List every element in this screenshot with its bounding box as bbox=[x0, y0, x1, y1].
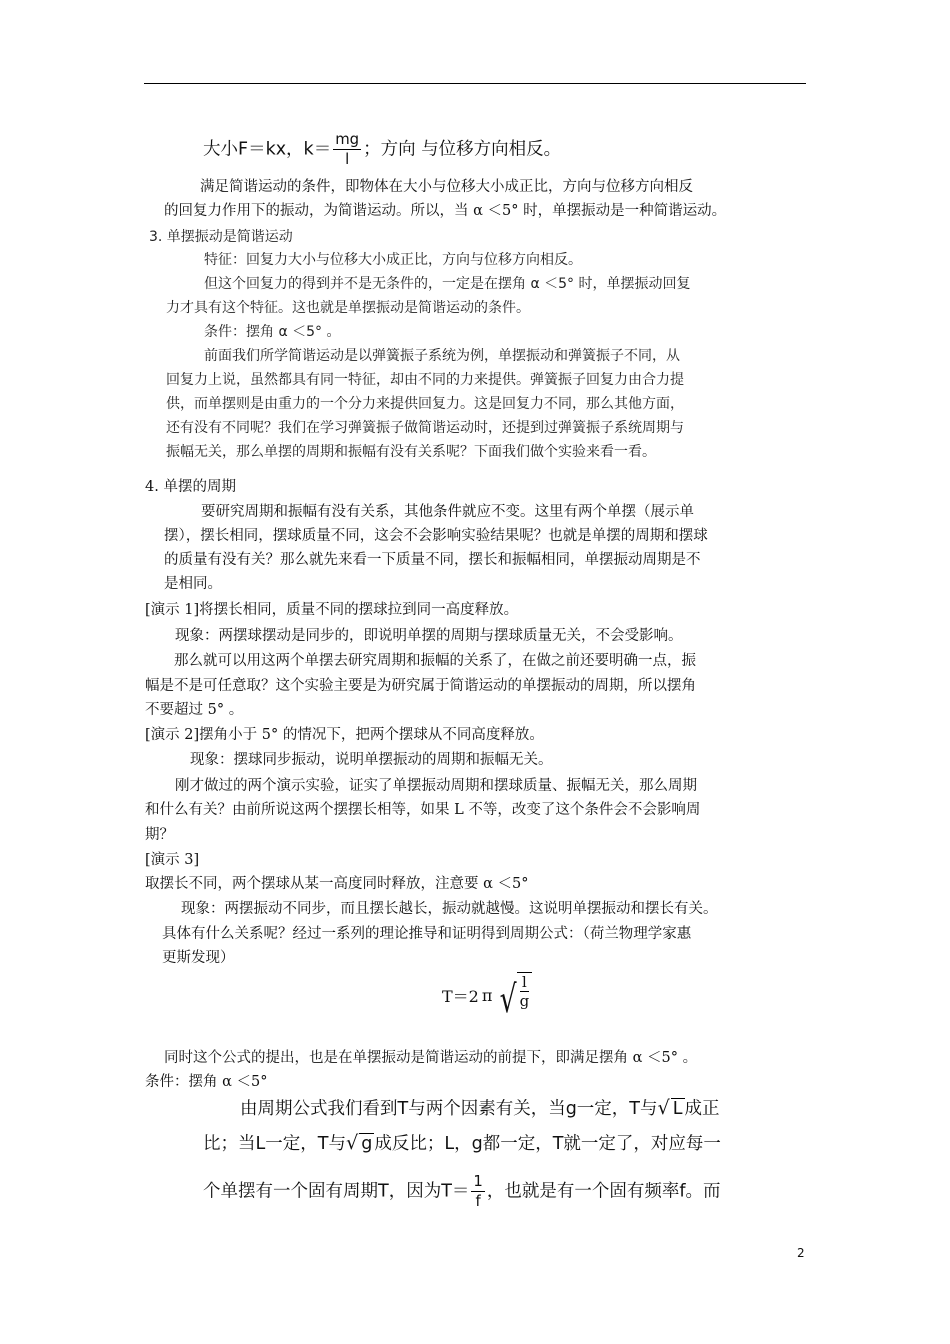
section-4-line: 期？ bbox=[145, 827, 174, 843]
conclusion-text: 成正 bbox=[684, 1099, 720, 1119]
section-4-line: 具体有什么关系呢？经过一系列的理论推导和证明得到周期公式：（荷兰物理学家惠 bbox=[162, 926, 692, 942]
section-4-line: 幅是不是可任意取？这个实验主要是为研究属于简谐运动的单摆振动的周期，所以摆角 bbox=[145, 678, 696, 694]
radical-sign: √ bbox=[500, 977, 517, 1021]
formula-denominator: g bbox=[519, 992, 530, 1010]
formula-pi: π bbox=[481, 985, 493, 1005]
fraction-denominator: f bbox=[475, 1191, 481, 1210]
force-formula-line bbox=[203, 132, 561, 167]
section-3-line: 还有没有不同呢？我们在学习弹簧振子做简谐运动时，还提到过弹簧振子系统周期与 bbox=[166, 420, 684, 436]
section-4-line: 的质量有没有关？那么就先来看一下质量不同，摆长和振幅相同，单摆振动周期是不 bbox=[164, 552, 701, 568]
conclusion-text: 成反比；L，g都一定，T就一定了，对应每一 bbox=[374, 1134, 721, 1154]
section-4-line: 要研究周期和振幅有没有关系，其他条件就应不变。这里有两个单摆（展示单 bbox=[201, 504, 694, 520]
demo-2-line: [演示 2]摆角小于 5° 的情况下，把两个摆球从不同高度释放。 bbox=[145, 727, 544, 743]
section-4-line: 不要超过 5° 。 bbox=[145, 702, 244, 718]
section-4-line: 和什么有关？由前所说这两个摆摆长相等，如果 L 不等，改变了这个条件会不会影响周 bbox=[145, 802, 701, 818]
one-over-f-fraction bbox=[471, 1174, 484, 1209]
conclusion-text: 个单摆有一个固有周期T，因为T＝ bbox=[203, 1181, 470, 1202]
section-3-line: 回复力上说，虽然都具有同一特征，却由不同的力来提供。弹簧振子回复力由合力提 bbox=[166, 372, 684, 388]
section-4-line: 现象：摆球同步振动，说明单摆振动的周期和振幅无关。 bbox=[190, 752, 553, 768]
section-3-heading: 3. 单摆振动是简谐运动 bbox=[149, 229, 293, 245]
force-formula-suffix: ；方向 与位移方向相反。 bbox=[363, 139, 562, 160]
section-4-line: 现象：两摆球摆动是同步的，即说明单摆的周期与摆球质量无关，不会受影响。 bbox=[175, 628, 683, 644]
fraction-numerator: mg bbox=[335, 130, 360, 148]
paragraph-line: 条件：摆角 α ＜5° bbox=[145, 1074, 268, 1090]
section-3-line: 条件：摆角 α ＜5° 。 bbox=[204, 324, 341, 340]
mg-over-l-fraction bbox=[333, 132, 361, 167]
section-4-heading: 4. 单摆的周期 bbox=[145, 479, 236, 495]
section-3-line: 但这个回复力的得到并不是无条件的，一定是在摆角 α ＜5° 时，单摆振动回复 bbox=[204, 276, 691, 292]
sqrt-radicand: g bbox=[361, 1134, 373, 1154]
formula-lhs: T＝2 bbox=[442, 986, 479, 1006]
section-4-line: 更斯发现） bbox=[162, 950, 235, 966]
conclusion-text: ，也就是有一个固有频率f。而 bbox=[486, 1181, 721, 1202]
sqrt-sign: √ bbox=[345, 1131, 359, 1154]
fraction-denominator: l bbox=[345, 149, 350, 168]
fraction-numerator: 1 bbox=[473, 1172, 483, 1190]
conclusion-text: 比；当L一定，T与 bbox=[203, 1134, 346, 1154]
section-3-line: 振幅无关，那么单摆的周期和振幅有没有关系呢？下面我们做个实验来看一看。 bbox=[166, 444, 656, 460]
conclusion-line-3 bbox=[203, 1174, 721, 1209]
section-4-line: 刚才做过的两个演示实验，证实了单摆振动周期和摆球质量、振幅无关，那么周期 bbox=[175, 778, 697, 794]
conclusion-text: 由周期公式我们看到T与两个因素有关，当g一定，T与 bbox=[240, 1099, 658, 1119]
sqrt-radicand: L bbox=[672, 1099, 683, 1119]
paragraph-line: 满足简谐运动的条件，即物体在大小与位移大小成正比，方向与位移方向相反 bbox=[200, 179, 693, 195]
section-4-line: 取摆长不同，两个摆球从某一高度同时释放，注意要 α ＜5° bbox=[145, 876, 529, 892]
demo-1-line: [演示 1]将摆长相同，质量不同的摆球拉到同一高度释放。 bbox=[145, 602, 519, 618]
section-4-line: 摆），摆长相同，摆球质量不同，这会不会影响实验结果呢？也就是单摆的周期和摆球 bbox=[164, 528, 708, 544]
formula-numerator: l bbox=[521, 973, 527, 991]
section-3-line: 特征：回复力大小与位移大小成正比，方向与位移方向相反。 bbox=[204, 252, 582, 268]
section-3-line: 前面我们所学简谐运动是以弹簧振子系统为例，单摆振动和弹簧振子不同，从 bbox=[204, 348, 680, 364]
paragraph-line: 同时这个公式的提出，也是在单摆振动是简谐运动的前提下，即满足摆角 α ＜5° 。 bbox=[164, 1050, 698, 1066]
header-rule bbox=[144, 83, 806, 84]
radical-body bbox=[517, 972, 533, 1010]
section-3-line: 供，而单摆则是由重力的一个分力来提供回复力。这是回复力不同，那么其他方面， bbox=[166, 396, 684, 412]
section-4-line: 是相同。 bbox=[164, 576, 222, 592]
page-number: 2 bbox=[797, 1246, 805, 1260]
conclusion-line-1 bbox=[240, 1098, 720, 1119]
paragraph-line: 的回复力作用下的振动，为简谐运动。所以，当 α ＜5° 时，单摆振动是一种简谐运动。 bbox=[164, 203, 727, 219]
force-formula-prefix: 大小F＝kx，k＝ bbox=[203, 139, 332, 160]
section-4-line: 现象：两摆振动不同步，而且摆长越长，振动就越慢。这说明单摆振动和摆长有关。 bbox=[181, 901, 718, 917]
period-formula bbox=[442, 972, 532, 1021]
demo-3-line: [演示 3] bbox=[145, 852, 200, 868]
section-3-line: 力才具有这个特征。这也就是单摆振动是简谐运动的条件。 bbox=[166, 300, 530, 316]
section-4-line: 那么就可以用这两个单摆去研究周期和振幅的关系了，在做之前还要明确一点，振 bbox=[174, 653, 696, 669]
conclusion-line-2 bbox=[203, 1133, 721, 1154]
sqrt-sign: √ bbox=[657, 1096, 670, 1119]
formula-radical bbox=[496, 972, 532, 1021]
